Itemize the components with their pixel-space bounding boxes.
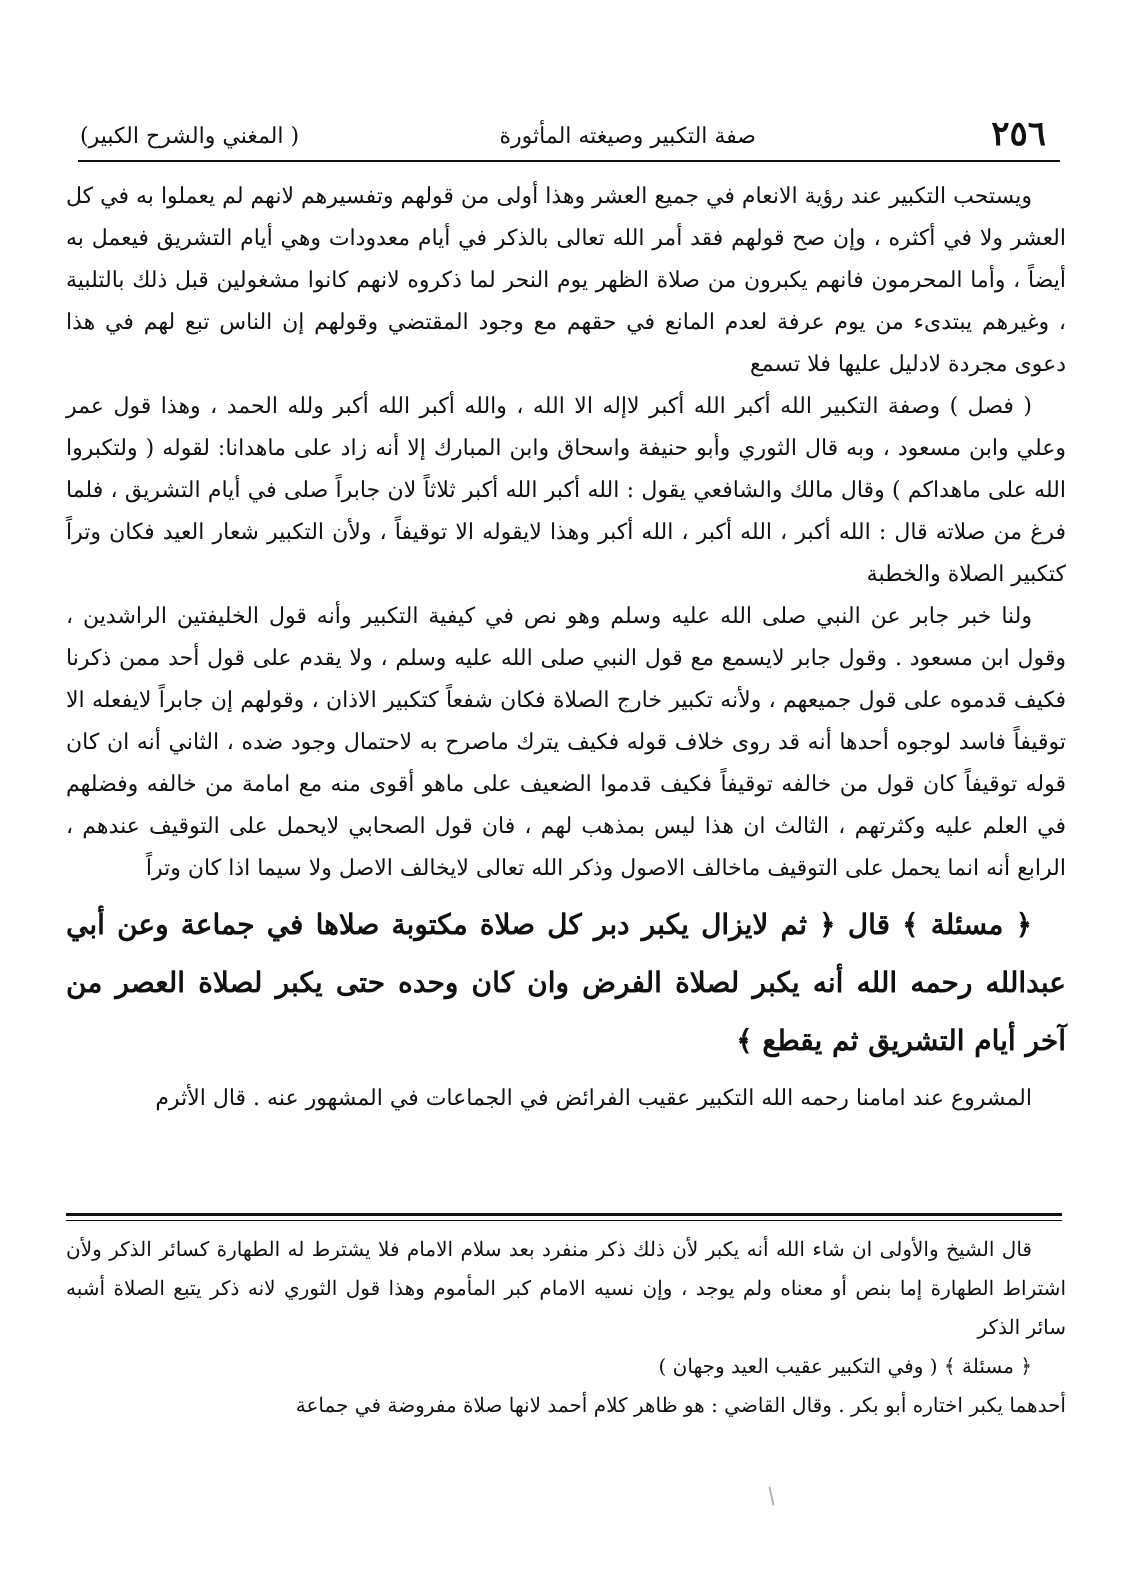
masala-heading: ﴿ مسئلة ﴾ قال ﴿ ثم لايزال يكبر دبر كل صلاة مكتوبة صلاها في جماعة وعن أبي عبدالله رحمه الله أنه يكبر لصلاة الفرض وان كان وحده حتى يكبر لصلاة العصر من آخر أيام التشريق ثم يقطع ﴾ [66, 908, 1066, 1057]
paragraph-takbir-recommendation: ويستحب التكبير عند رؤية الانعام في جميع العشر وهذا أولى من قولهم وتفسيرهم لانهم لم يعملوا به في كل العشر ولا في أكثره ، وإن صح قولهم فقد أمر الله تعالى بالذكر في أيام معدودات وهي أيام التشريق فيعمل به أيضاً ، وأما المحرمون فانهم يكبرون من صلاة الظهر يوم النحر لما ذكروه لانهم كانوا مشغولين قبل ذلك بالتلبية ، وغيرهم يبتدىء من يوم عرفة لعدم المانع في حقهم مع وجود المقتضي وقولهم إن الناس تبع لهم في هذا دعوى مجردة لادليل عليها فلا تسمع [66, 184, 1066, 377]
running-title: صفة التكبير وصيغته المأثورة [499, 124, 756, 149]
book-title: ( المغني والشرح الكبير) [80, 124, 300, 149]
header-divider [78, 160, 1060, 162]
footnotes-section [66, 1230, 1066, 1425]
main-text [66, 176, 1066, 1120]
footnote-paragraph: قال الشيخ والأولى ان شاء الله أنه يكبر لأن ذلك ذكر منفرد بعد سلام الامام فلا يشترط له الطهارة كسائر الذكر ولأن اشتراط الطهارة إما بنص أو معناه ولم يوجد ، وإن نسيه الامام كبر المأموم وهذا قول الثوري لانه ذكر يتبع الصلاة أشبه سائر الذكر [66, 1237, 1066, 1339]
paragraph-jabir-report: ولنا خبر جابر عن النبي صلى الله عليه وسلم وهو نص في كيفية التكبير وأنه قول الخليفتين الراشدين ، وقول ابن مسعود . وقول جابر لايسمع مع قول النبي صلى الله عليه وسلم ، ولا يقدم على قول أحد ممن ذكرنا فكيف قدموه على قول جميعهم ، ولأنه تكبير خارج الصلاة فكان شفعاً كتكبير الاذان ، وقولهم إن جابراً لايفعله الا توقيفاً فاسد لوجوه أحدها أنه قد روى خلاف قوله فكيف يترك ماصرح به لاحتمال وجود ضده ، الثاني أنه ان كان قوله توقيفاً كان قول من خالفه توقيفاً فكيف قدموا الضعيف على ماهو أقوى منه مع امامة من خالفه وفضلهم في العلم عليه وكثرتهم ، الثالث ان هذا ليس بمذهب لهم ، فان قول الصحابي لايحمل على التوقيف عندهم ، الرابع أنه انما يحمل على التوقيف ماخالف الاصول وذكر الله تعالى لايخالف الاصل ولا سيما اذا كان وتراً [66, 604, 1066, 881]
footnote-paragraph: أحدهما يكبر اختاره أبو بكر . وقال القاضي : هو ظاهر كلام أحمد لانها صلاة مفروضة في جماعة [295, 1393, 1066, 1417]
paragraph-fasl-takbir-form: ( فصل ) وصفة التكبير الله أكبر الله أكبر لاإله الا الله ، والله أكبر الله أكبر ولله الحمد ، وهذا قول عمر وعلي وابن مسعود ، وبه قال الثوري وأبو حنيفة واسحاق وابن المبارك إلا أنه زاد على ماهدانا: لقوله ( ولتكبروا الله على ماهداكم ) وقال مالك والشافعي يقول : الله أكبر الله أكبر ثلاثاً لان جابراً صلى في أيام التشريق ، فلما فرغ من صلاته قال : الله أكبر ، الله أكبر ، الله أكبر وهذا لايقوله الا توقيفاً ، ولأن التكبير شعار العيد فكان وتراً كتكبير الصلاة والخطبة [66, 394, 1066, 587]
stray-pen-mark: / [762, 1483, 782, 1510]
paragraph-after-masala: المشروع عند امامنا رحمه الله التكبير عقيب الفرائض في الجماعات في المشهور عنه . قال الأثرم [155, 1086, 1032, 1111]
footnote-divider [66, 1213, 1062, 1221]
footnote-masala-heading: ﴿ مسئلة ﴾ ( وفي التكبير عقيب العيد وجهان ) [658, 1354, 1032, 1378]
page-number: ٢٥٦ [991, 114, 1046, 154]
page-header [80, 114, 1056, 162]
